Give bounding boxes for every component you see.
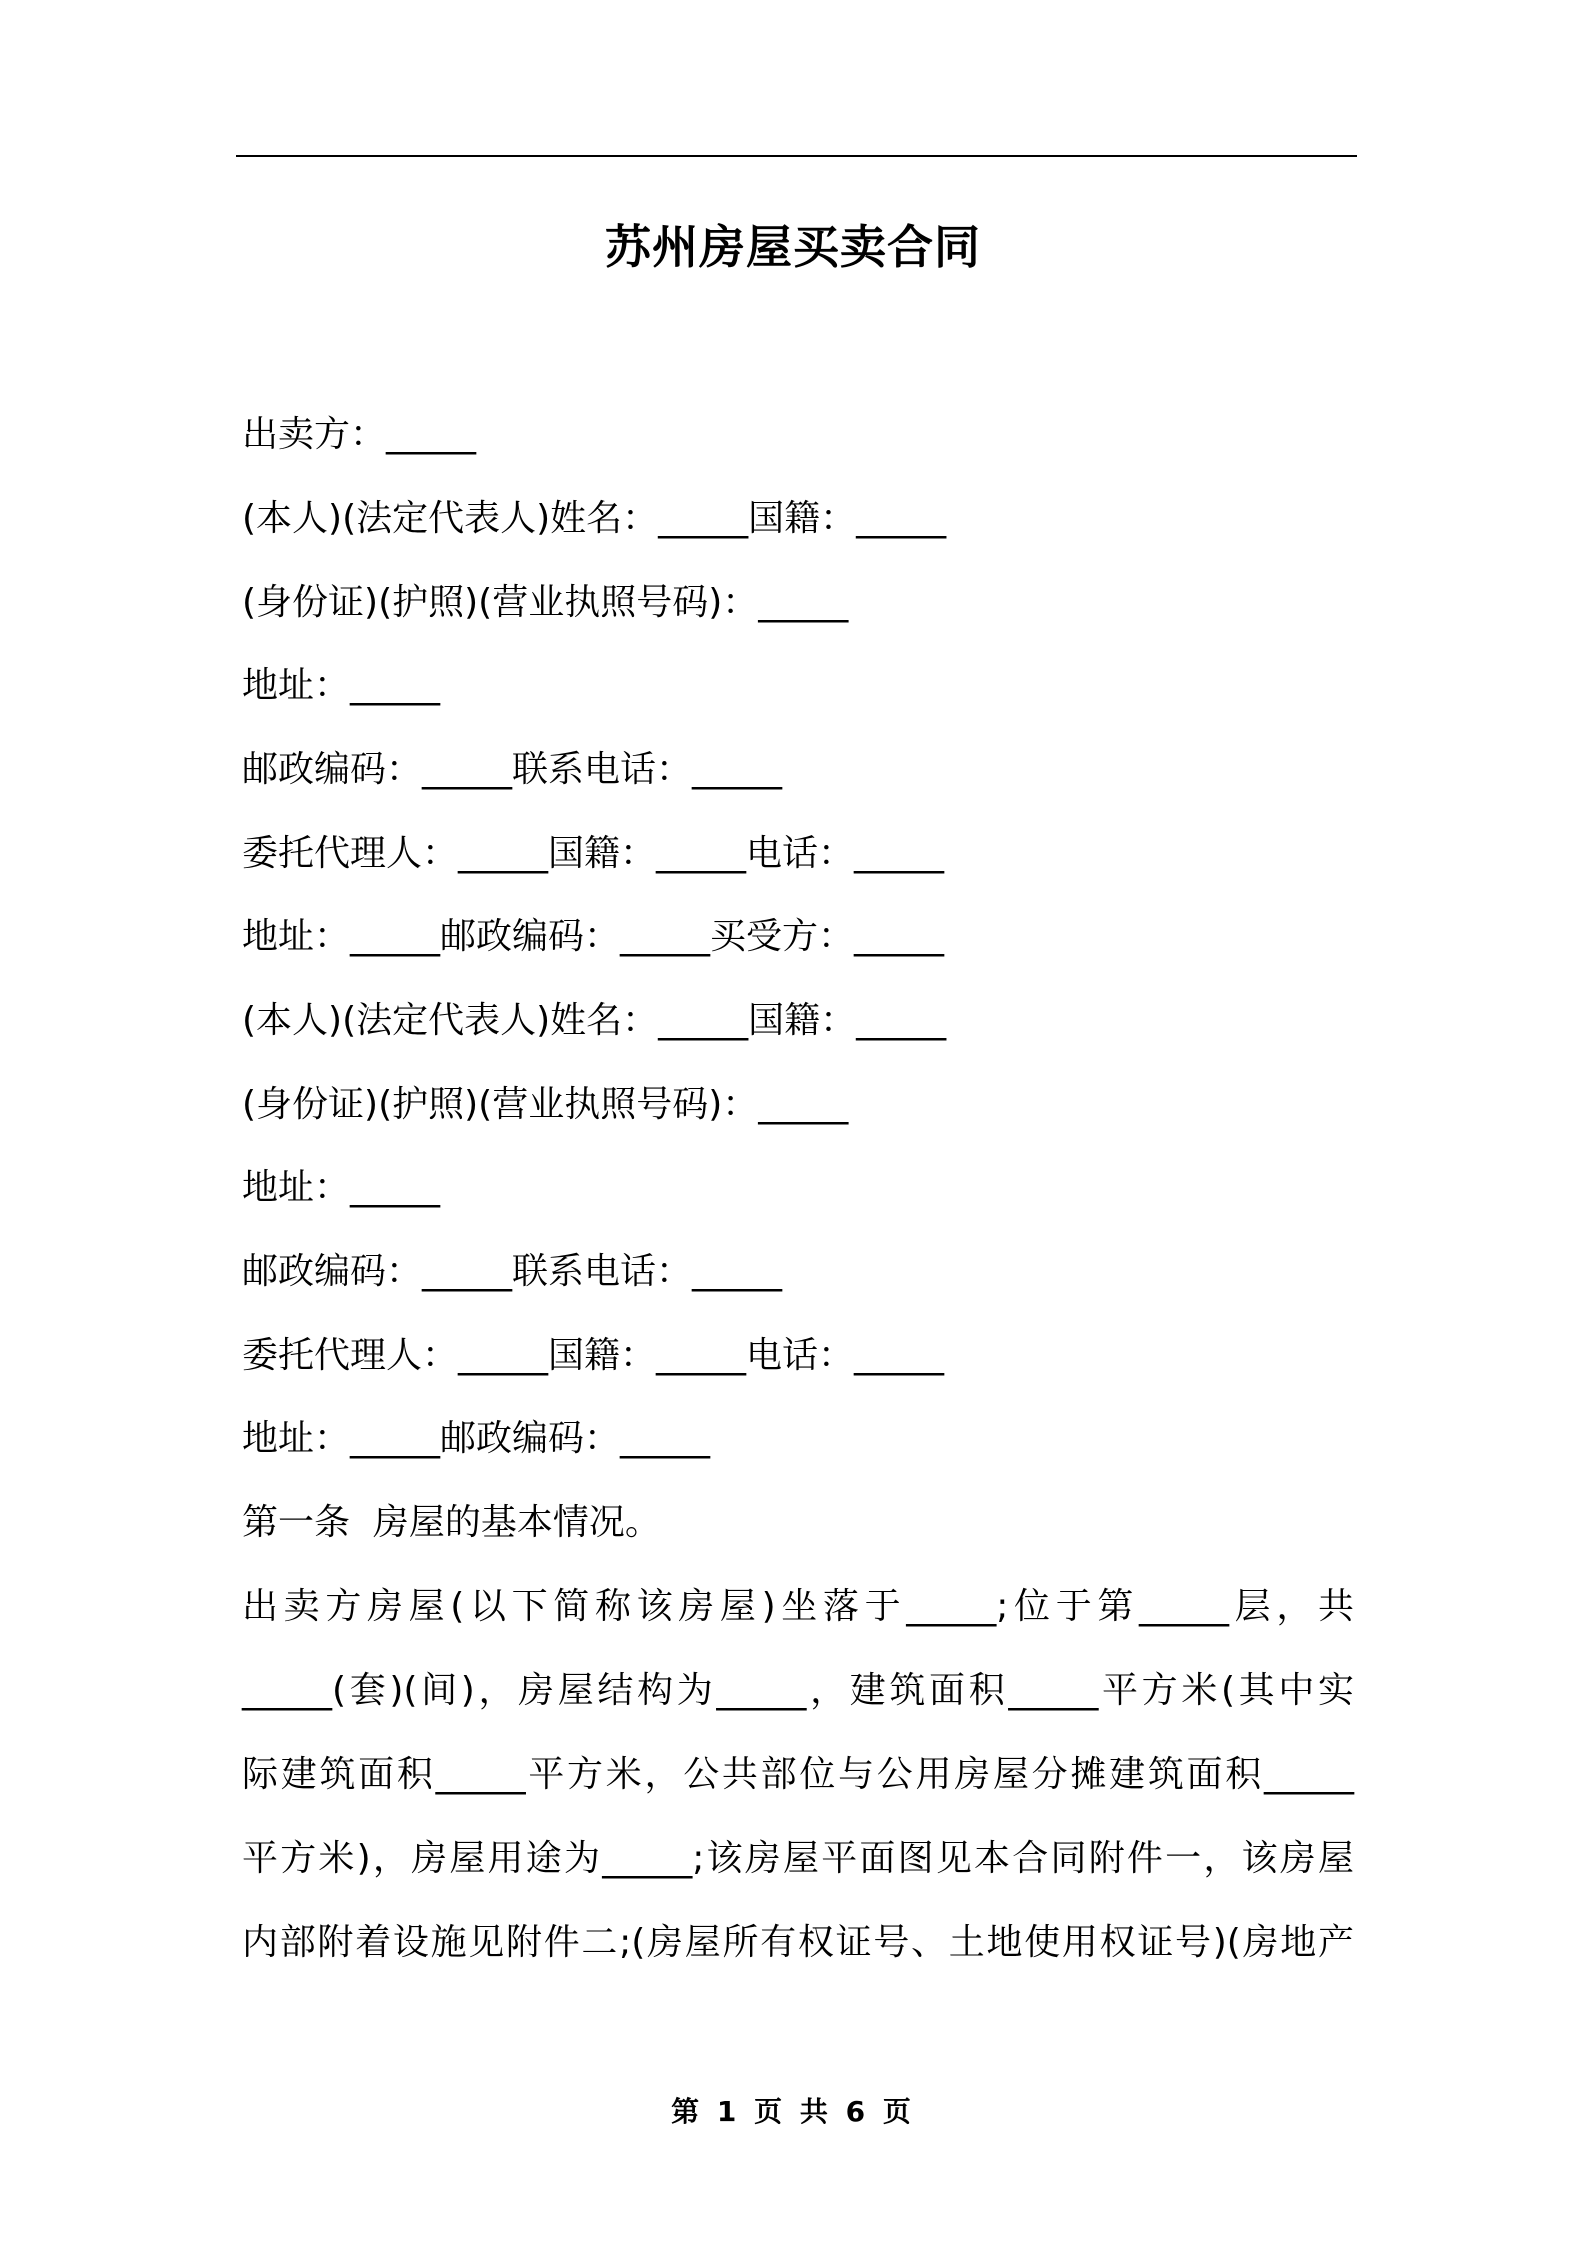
page-number-footer: 第 1 页 共 6 页 (671, 2095, 915, 2128)
seller-agent-address-buyer-line: 地址：_____邮政编码：_____买受方：_____ (242, 916, 945, 957)
seller-id-line: (身份证)(护照)(营业执照号码)：_____ (242, 582, 849, 623)
buyer-agent-line: 委托代理人：_____国籍：_____电话：_____ (242, 1335, 945, 1376)
buyer-agent-address-line: 地址：_____邮政编码：_____ (242, 1418, 711, 1459)
document-title: 苏州房屋买卖合同 (605, 220, 981, 274)
article-one-paragraph-line: _____(套)(间)，房屋结构为_____，建筑面积_____平方米(其中实 (242, 1670, 1354, 1711)
buyer-name-nationality-line: (本人)(法定代表人)姓名：_____国籍：_____ (242, 1000, 947, 1041)
header-rule (236, 155, 1357, 157)
article-one-paragraph-line: 出卖方房屋(以下简称该房屋)坐落于_____;位于第_____层，共 (242, 1586, 1354, 1627)
seller-agent-line: 委托代理人：_____国籍：_____电话：_____ (242, 833, 945, 874)
article-one-heading: 第一条 房屋的基本情况。 (242, 1502, 661, 1543)
article-one-paragraph-line: 际建筑面积_____平方米，公共部位与公用房屋分摊建筑面积_____ (242, 1754, 1354, 1795)
seller-name-nationality-line: (本人)(法定代表人)姓名：_____国籍：_____ (242, 498, 947, 539)
article-one-paragraph-line: 平方米)，房屋用途为_____;该房屋平面图见本合同附件一，该房屋 (242, 1838, 1354, 1879)
buyer-address-line: 地址：_____ (242, 1167, 441, 1208)
buyer-id-line: (身份证)(护照)(营业执照号码)：_____ (242, 1084, 849, 1125)
buyer-postcode-phone-line: 邮政编码：_____联系电话：_____ (242, 1251, 783, 1292)
seller-postcode-phone-line: 邮政编码：_____联系电话：_____ (242, 749, 783, 790)
seller-line: 出卖方：_____ (242, 414, 477, 455)
seller-address-line: 地址：_____ (242, 665, 441, 706)
article-one-paragraph-line: 内部附着设施见附件二;(房屋所有权证号、土地使用权证号)(房地产 (242, 1922, 1354, 1963)
